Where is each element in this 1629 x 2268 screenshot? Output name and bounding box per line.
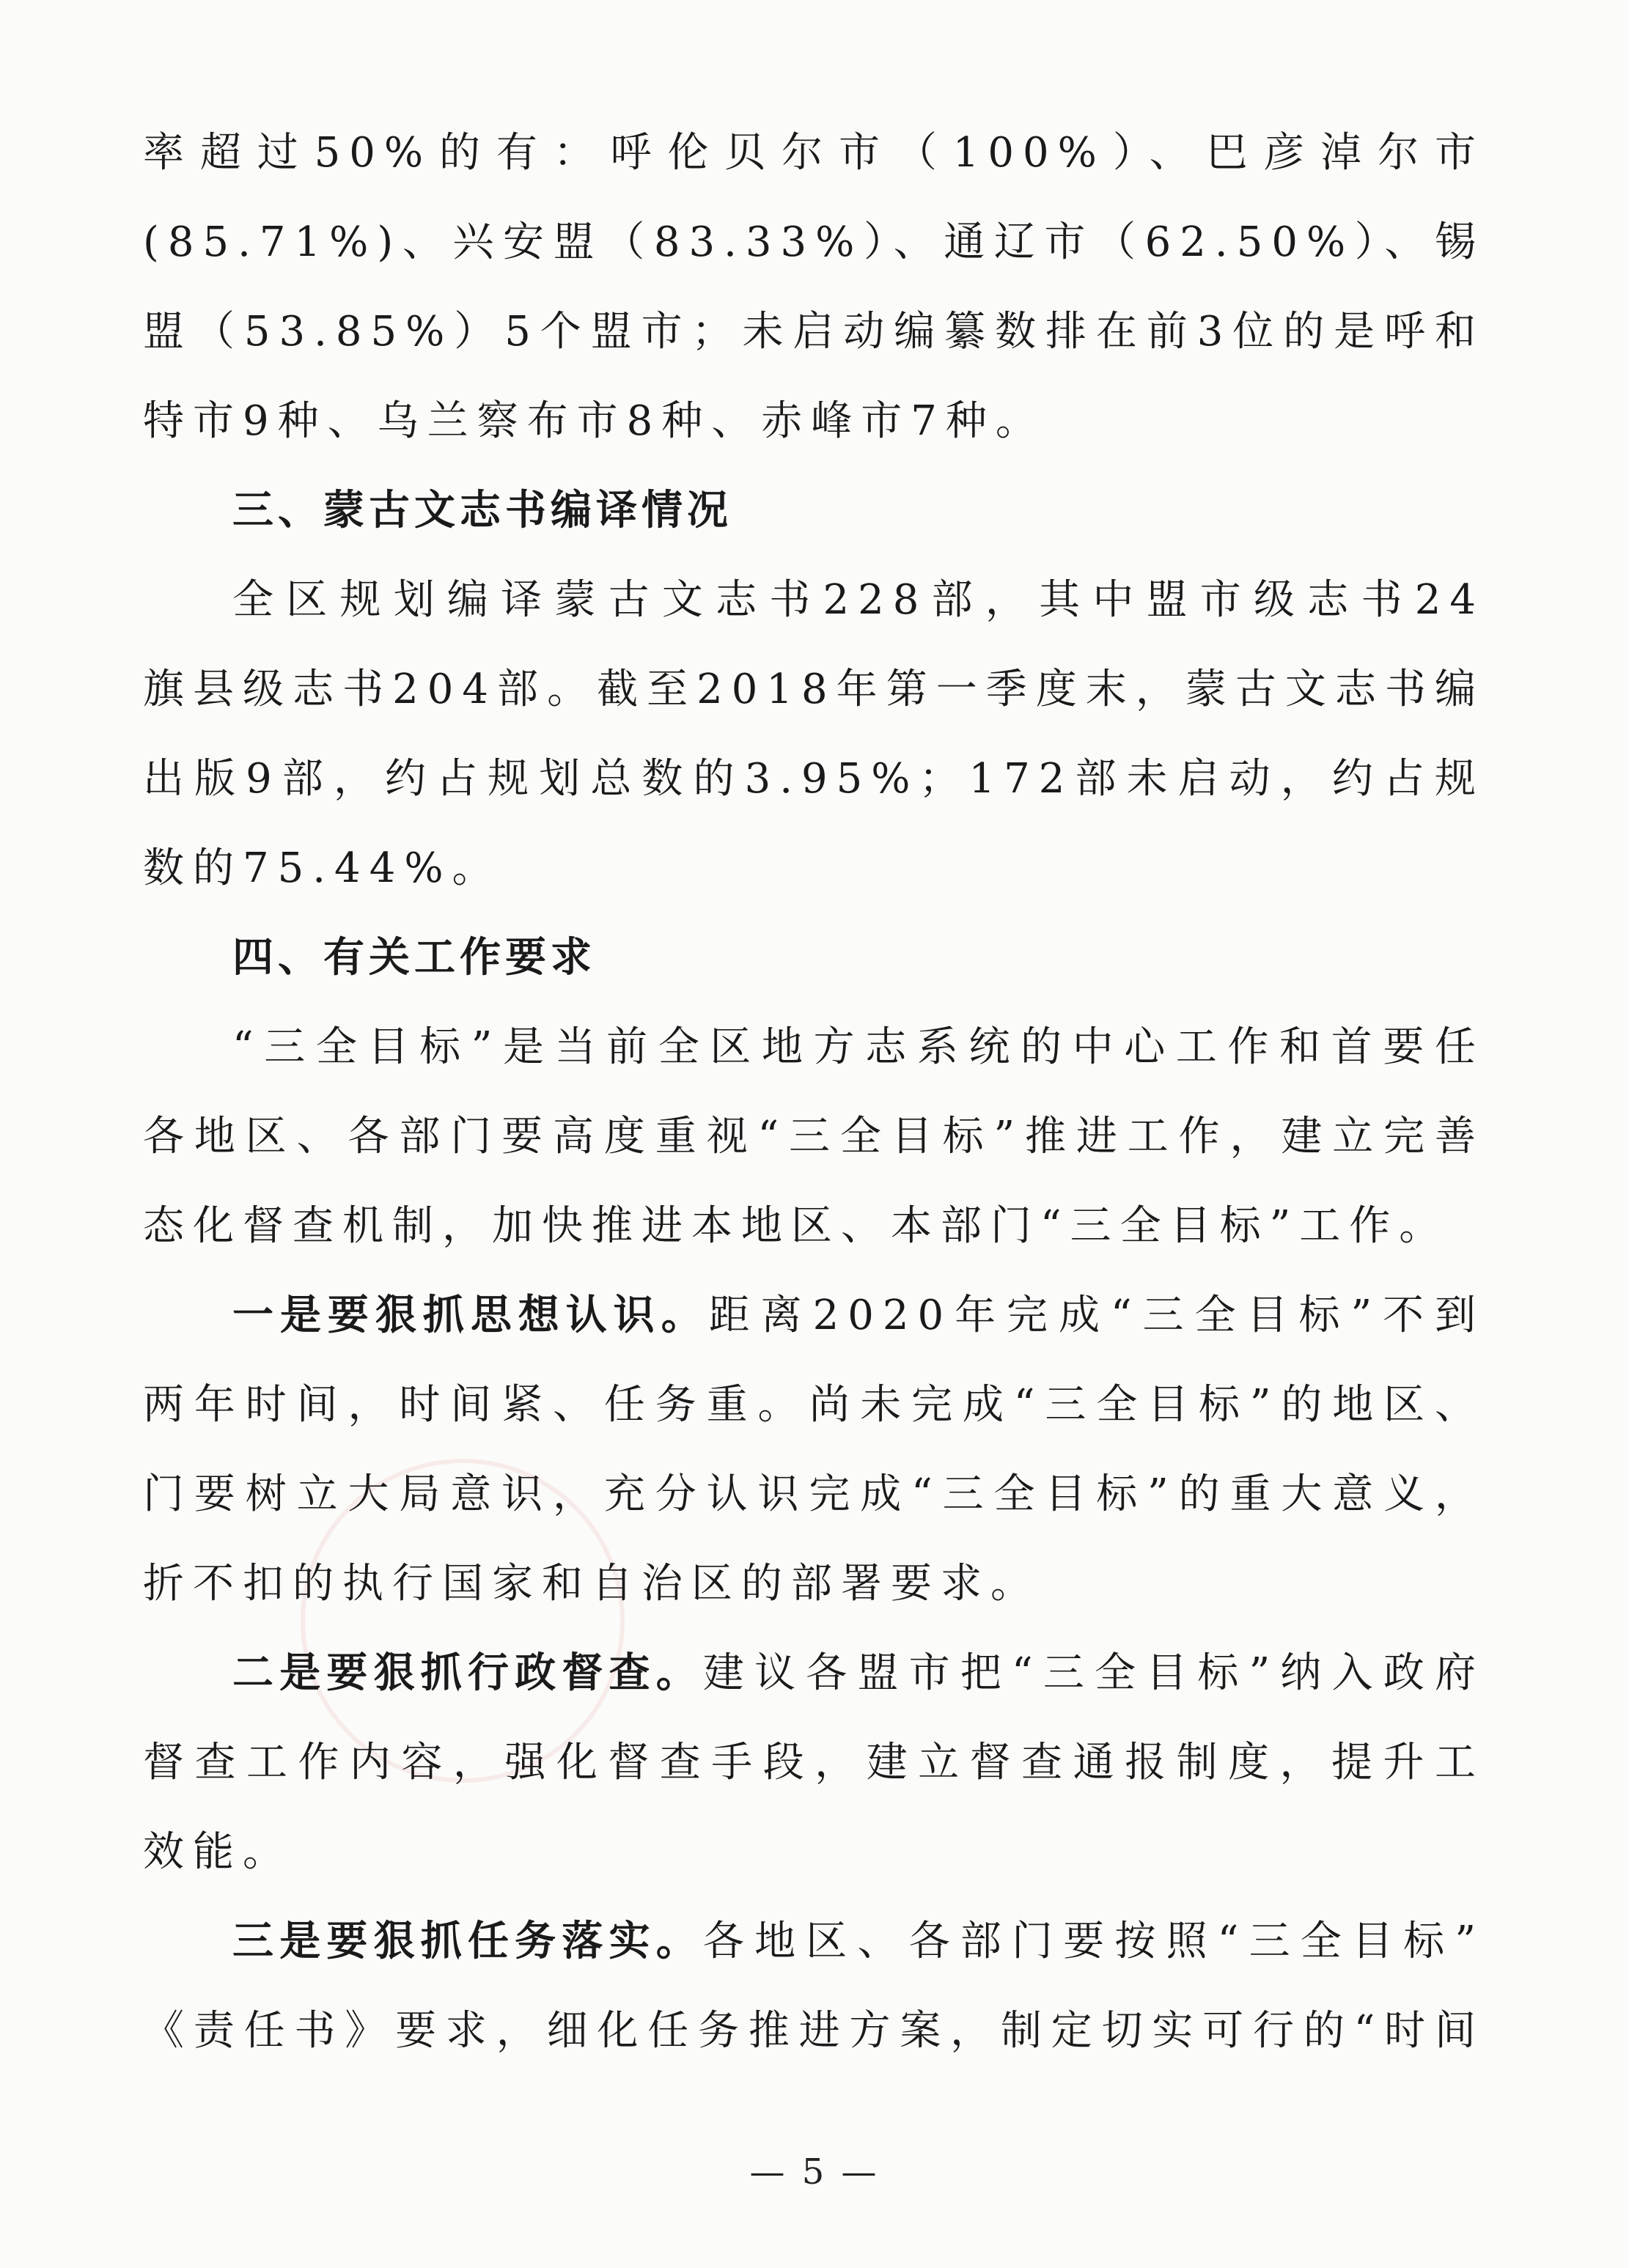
body-line: 折不扣的执行国家和自治区的部署要求。 [143,1560,1040,1608]
body-line: 特市9种、乌兰察布市8种、赤峰市7种。 [143,397,1045,445]
point-one-line [143,1271,1485,1361]
body-line: 《责任书》要求，细化任务推进方案，制定切实可行的“时间 [143,2007,1485,2055]
body-line: 态化督查机制，加快推进本地区、本部门“三全目标”工作。 [143,1202,1449,1250]
body-line: 率超过50%的有：呼伦贝尔市（100%）、巴彦淖尔市 [143,129,1485,177]
point-two-line [143,1629,1485,1718]
body-line: 数的75.44%。 [143,844,502,892]
page-number: — 5 — [749,2151,880,2192]
point-two-text: 建议各盟市把“三全目标”纳入政府 [702,1649,1485,1697]
point-one-text: 距离2020年完成“三全目标”不到 [708,1292,1485,1339]
body-line: 旗县级志书204部。截至2018年第一季度末，蒙古文志书编 [143,666,1485,713]
document-body [143,108,1485,2076]
point-three-line [143,1897,1485,1987]
point-three-lead: 三是要狠抓任务落实。 [232,1918,703,1965]
body-line: (85.71%)、兴安盟（83.33%）、通辽市（62.50%）、锡 [143,218,1485,266]
body-line: 全区规划编译蒙古文志书228部，其中盟市级志书24 [232,576,1485,624]
point-one-lead: 一是要狠抓思想认识。 [232,1292,709,1339]
point-three-text: 各地区、各部门要按照“三全目标” [702,1918,1485,1965]
point-two-lead: 二是要狠抓行政督查。 [232,1649,703,1697]
body-line: 出版9部，约占规划总数的3.95%；172部未启动，约占规 [143,755,1485,803]
section-heading-work-requirements: 四、有关工作要求 [232,934,596,982]
body-line: 盟（53.85%）5个盟市；未启动编纂数排在前3位的是呼和 [143,308,1485,356]
body-line: “三全目标”是当前全区地方志系统的中心工作和首要任 [232,1023,1485,1071]
body-line: 门要树立大局意识，充分认识完成“三全目标”的重大意义， [143,1470,1485,1518]
section-heading-mongolian-translation: 三、蒙古文志书编译情况 [232,487,732,534]
body-line: 效能。 [143,1828,293,1876]
body-line: 督查工作内容，强化督查手段，建立督查通报制度，提升工 [143,1739,1485,1786]
body-line: 各地区、各部门要高度重视“三全目标”推进工作，建立完善 [143,1113,1485,1160]
body-line: 两年时间，时间紧、任务重。尚未完成“三全目标”的地区、 [143,1381,1485,1429]
